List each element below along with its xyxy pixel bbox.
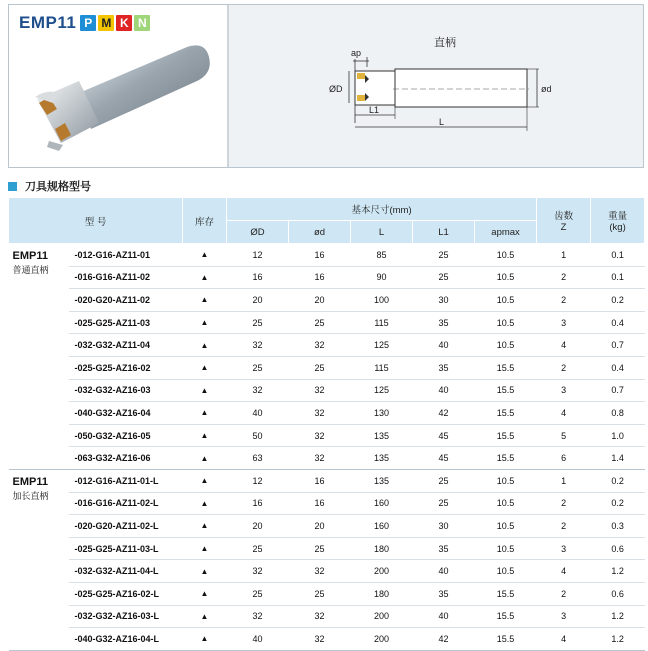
d-cell: 25 (289, 311, 351, 334)
table-row (9, 424, 645, 447)
L1-cell: 40 (413, 560, 475, 583)
d-cell: 32 (289, 334, 351, 357)
header-teeth: 齿数 Z (537, 198, 591, 244)
model-cell: -032-G32-AZ11-04-L (69, 560, 183, 583)
d-cell: 16 (289, 244, 351, 267)
ap-cell: 10.5 (475, 515, 537, 538)
z-cell: 1 (537, 244, 591, 267)
stock-cell: ▲ (183, 266, 227, 289)
kg-cell: 1.4 (591, 447, 645, 470)
header-L: L (351, 221, 413, 244)
z-cell: 5 (537, 424, 591, 447)
D-cell: 63 (227, 447, 289, 470)
L-cell: 115 (351, 311, 413, 334)
d-cell: 32 (289, 605, 351, 628)
d-cell: 25 (289, 582, 351, 605)
kg-cell: 0.3 (591, 515, 645, 538)
L-cell: 135 (351, 424, 413, 447)
L-cell: 200 (351, 560, 413, 583)
kg-cell: 0.7 (591, 334, 645, 357)
L-cell: 180 (351, 582, 413, 605)
table-row (9, 492, 645, 515)
ap-cell: 10.5 (475, 266, 537, 289)
z-cell: 2 (537, 582, 591, 605)
L-cell: 130 (351, 402, 413, 425)
L-cell: 100 (351, 289, 413, 312)
table-row (9, 379, 645, 402)
label-ap: ap (351, 48, 362, 58)
stock-cell: ▲ (183, 537, 227, 560)
model-cell: -050-G32-AZ16-05 (69, 424, 183, 447)
d-cell: 32 (289, 447, 351, 470)
model-cell: -012-G16-AZ11-01-L (69, 469, 183, 492)
table-row (9, 356, 645, 379)
ap-cell: 15.5 (475, 628, 537, 651)
z-cell: 2 (537, 356, 591, 379)
d-cell: 32 (289, 402, 351, 425)
table-row (9, 289, 645, 312)
z-cell: 3 (537, 311, 591, 334)
product-photo-area (9, 5, 227, 167)
model-cell: -040-G32-AZ16-04 (69, 402, 183, 425)
z-cell: 4 (537, 628, 591, 651)
group-label (9, 469, 69, 650)
model-cell: -025-G25-AZ11-03 (69, 311, 183, 334)
L1-cell: 35 (413, 356, 475, 379)
L-cell: 180 (351, 537, 413, 560)
model-cell: -016-G16-AZ11-02 (69, 266, 183, 289)
kg-cell: 0.6 (591, 582, 645, 605)
header-D: ØD (227, 221, 289, 244)
header-model: 型 号 (9, 198, 183, 244)
model-cell: -032-G32-AZ16-03-L (69, 605, 183, 628)
badge-m-icon: M (98, 15, 114, 31)
L-cell: 125 (351, 334, 413, 357)
model-cell: -032-G32-AZ11-04 (69, 334, 183, 357)
L1-cell: 25 (413, 492, 475, 515)
D-cell: 20 (227, 289, 289, 312)
D-cell: 12 (227, 244, 289, 267)
table-row (9, 334, 645, 357)
L-cell: 115 (351, 356, 413, 379)
stock-cell: ▲ (183, 605, 227, 628)
z-cell: 3 (537, 605, 591, 628)
L1-cell: 40 (413, 379, 475, 402)
stock-cell: ▲ (183, 582, 227, 605)
D-cell: 12 (227, 469, 289, 492)
stock-cell: ▲ (183, 334, 227, 357)
ap-cell: 10.5 (475, 469, 537, 492)
badge-k-icon: K (116, 15, 132, 31)
stock-cell: ▲ (183, 244, 227, 267)
L-cell: 90 (351, 266, 413, 289)
brand-title: EMP11 (19, 13, 77, 32)
z-cell: 1 (537, 469, 591, 492)
label-L: L (439, 117, 445, 127)
d-cell: 32 (289, 424, 351, 447)
table-row (9, 447, 645, 470)
z-cell: 4 (537, 402, 591, 425)
z-cell: 3 (537, 537, 591, 560)
L1-cell: 45 (413, 424, 475, 447)
z-cell: 4 (537, 334, 591, 357)
L1-cell: 30 (413, 289, 475, 312)
dimension-drawing-area (229, 5, 643, 167)
L1-cell: 35 (413, 311, 475, 334)
model-cell: -025-G25-AZ16-02-L (69, 582, 183, 605)
D-cell: 32 (227, 605, 289, 628)
table-row (9, 402, 645, 425)
z-cell: 2 (537, 492, 591, 515)
z-cell: 2 (537, 515, 591, 538)
model-cell: -063-G32-AZ16-06 (69, 447, 183, 470)
model-cell: -032-G32-AZ16-03 (69, 379, 183, 402)
group-desc: 加长直柄 (12, 490, 49, 501)
ap-cell: 10.5 (475, 492, 537, 515)
d-cell: 32 (289, 628, 351, 651)
L1-cell: 35 (413, 582, 475, 605)
label-L1: L1 (369, 105, 380, 115)
D-cell: 25 (227, 356, 289, 379)
table-row (9, 311, 645, 334)
ap-cell: 10.5 (475, 334, 537, 357)
ap-cell: 15.5 (475, 424, 537, 447)
ap-cell: 15.5 (475, 379, 537, 402)
ap-cell: 15.5 (475, 402, 537, 425)
D-cell: 25 (227, 537, 289, 560)
D-cell: 32 (227, 379, 289, 402)
ap-cell: 15.5 (475, 582, 537, 605)
L-cell: 160 (351, 515, 413, 538)
dimension-drawing (229, 5, 643, 167)
L1-cell: 42 (413, 402, 475, 425)
d-cell: 20 (289, 289, 351, 312)
L-cell: 85 (351, 244, 413, 267)
L1-cell: 45 (413, 447, 475, 470)
ap-cell: 10.5 (475, 537, 537, 560)
D-cell: 32 (227, 334, 289, 357)
L1-cell: 40 (413, 605, 475, 628)
model-cell: -016-G16-AZ11-02-L (69, 492, 183, 515)
stock-cell: ▲ (183, 311, 227, 334)
ap-cell: 10.5 (475, 289, 537, 312)
section-title: 刀具规格型号 (25, 180, 91, 193)
L-cell: 135 (351, 447, 413, 470)
section-header (8, 178, 91, 194)
badge-n-icon: N (134, 15, 150, 31)
model-cell: -025-G25-AZ11-03-L (69, 537, 183, 560)
D-cell: 40 (227, 402, 289, 425)
L1-cell: 42 (413, 628, 475, 651)
table-row (9, 244, 645, 267)
D-cell: 40 (227, 628, 289, 651)
diagram-title: 直柄 (434, 36, 456, 49)
kg-cell: 0.2 (591, 289, 645, 312)
stock-cell: ▲ (183, 492, 227, 515)
group-desc: 普通直柄 (12, 265, 49, 275)
L1-cell: 35 (413, 537, 475, 560)
stock-cell: ▲ (183, 469, 227, 492)
group-name: EMP11 (12, 250, 48, 262)
L-cell: 135 (351, 469, 413, 492)
kg-cell: 1.0 (591, 424, 645, 447)
model-cell: -040-G32-AZ16-04-L (69, 628, 183, 651)
stock-cell: ▲ (183, 379, 227, 402)
L-cell: 200 (351, 605, 413, 628)
group-label (9, 244, 69, 470)
kg-cell: 0.6 (591, 537, 645, 560)
label-d: ød (541, 84, 552, 94)
badge-p-icon: P (80, 15, 96, 31)
d-cell: 16 (289, 469, 351, 492)
stock-cell: ▲ (183, 560, 227, 583)
header-row-1 (9, 198, 645, 221)
L1-cell: 25 (413, 266, 475, 289)
header-L1: L1 (413, 221, 475, 244)
stock-cell: ▲ (183, 402, 227, 425)
z-cell: 6 (537, 447, 591, 470)
stock-cell: ▲ (183, 356, 227, 379)
ap-cell: 10.5 (475, 311, 537, 334)
L-cell: 125 (351, 379, 413, 402)
header-basic-dims: 基本尺寸(mm) (227, 198, 537, 221)
kg-cell: 1.2 (591, 628, 645, 651)
kg-cell: 0.4 (591, 356, 645, 379)
stock-cell: ▲ (183, 628, 227, 651)
kg-cell: 0.7 (591, 379, 645, 402)
table-row (9, 605, 645, 628)
header-stock: 库存 (183, 198, 227, 244)
d-cell: 16 (289, 266, 351, 289)
header-ap: apmax (475, 221, 537, 244)
d-cell: 16 (289, 492, 351, 515)
D-cell: 16 (227, 266, 289, 289)
d-cell: 25 (289, 356, 351, 379)
label-D: ØD (329, 84, 343, 94)
L1-cell: 40 (413, 334, 475, 357)
z-cell: 2 (537, 289, 591, 312)
product-header-panel (8, 4, 644, 168)
D-cell: 25 (227, 582, 289, 605)
kg-cell: 1.2 (591, 560, 645, 583)
kg-cell: 0.8 (591, 402, 645, 425)
header-weight: 重量 (kg) (591, 198, 645, 244)
table-row (9, 582, 645, 605)
z-cell: 3 (537, 379, 591, 402)
kg-cell: 0.4 (591, 311, 645, 334)
L1-cell: 25 (413, 469, 475, 492)
kg-cell: 0.2 (591, 492, 645, 515)
section-bullet-icon (8, 182, 17, 191)
d-cell: 32 (289, 560, 351, 583)
model-cell: -025-G25-AZ16-02 (69, 356, 183, 379)
d-cell: 32 (289, 379, 351, 402)
D-cell: 25 (227, 311, 289, 334)
table-row (9, 537, 645, 560)
ap-cell: 15.5 (475, 356, 537, 379)
table-row (9, 266, 645, 289)
D-cell: 20 (227, 515, 289, 538)
ap-cell: 15.5 (475, 447, 537, 470)
table-row (9, 560, 645, 583)
d-cell: 25 (289, 537, 351, 560)
L-cell: 200 (351, 628, 413, 651)
D-cell: 32 (227, 560, 289, 583)
d-cell: 20 (289, 515, 351, 538)
z-cell: 2 (537, 266, 591, 289)
model-cell: -012-G16-AZ11-01 (69, 244, 183, 267)
kg-cell: 0.2 (591, 469, 645, 492)
L1-cell: 30 (413, 515, 475, 538)
table-row (9, 628, 645, 651)
table-row (9, 469, 645, 492)
table-body (9, 244, 645, 651)
stock-cell: ▲ (183, 289, 227, 312)
ap-cell: 15.5 (475, 605, 537, 628)
model-cell: -020-G20-AZ11-02-L (69, 515, 183, 538)
D-cell: 16 (227, 492, 289, 515)
L-cell: 160 (351, 492, 413, 515)
ap-cell: 10.5 (475, 244, 537, 267)
end-mill-photo (9, 5, 227, 167)
group-name: EMP11 (12, 475, 48, 488)
stock-cell: ▲ (183, 424, 227, 447)
table-row (9, 515, 645, 538)
model-cell: -020-G20-AZ11-02 (69, 289, 183, 312)
D-cell: 50 (227, 424, 289, 447)
kg-cell: 0.1 (591, 244, 645, 267)
spec-table (8, 197, 645, 651)
kg-cell: 0.1 (591, 266, 645, 289)
header-d: ød (289, 221, 351, 244)
kg-cell: 1.2 (591, 605, 645, 628)
stock-cell: ▲ (183, 515, 227, 538)
ap-cell: 10.5 (475, 560, 537, 583)
z-cell: 4 (537, 560, 591, 583)
L1-cell: 25 (413, 244, 475, 267)
stock-cell: ▲ (183, 447, 227, 470)
